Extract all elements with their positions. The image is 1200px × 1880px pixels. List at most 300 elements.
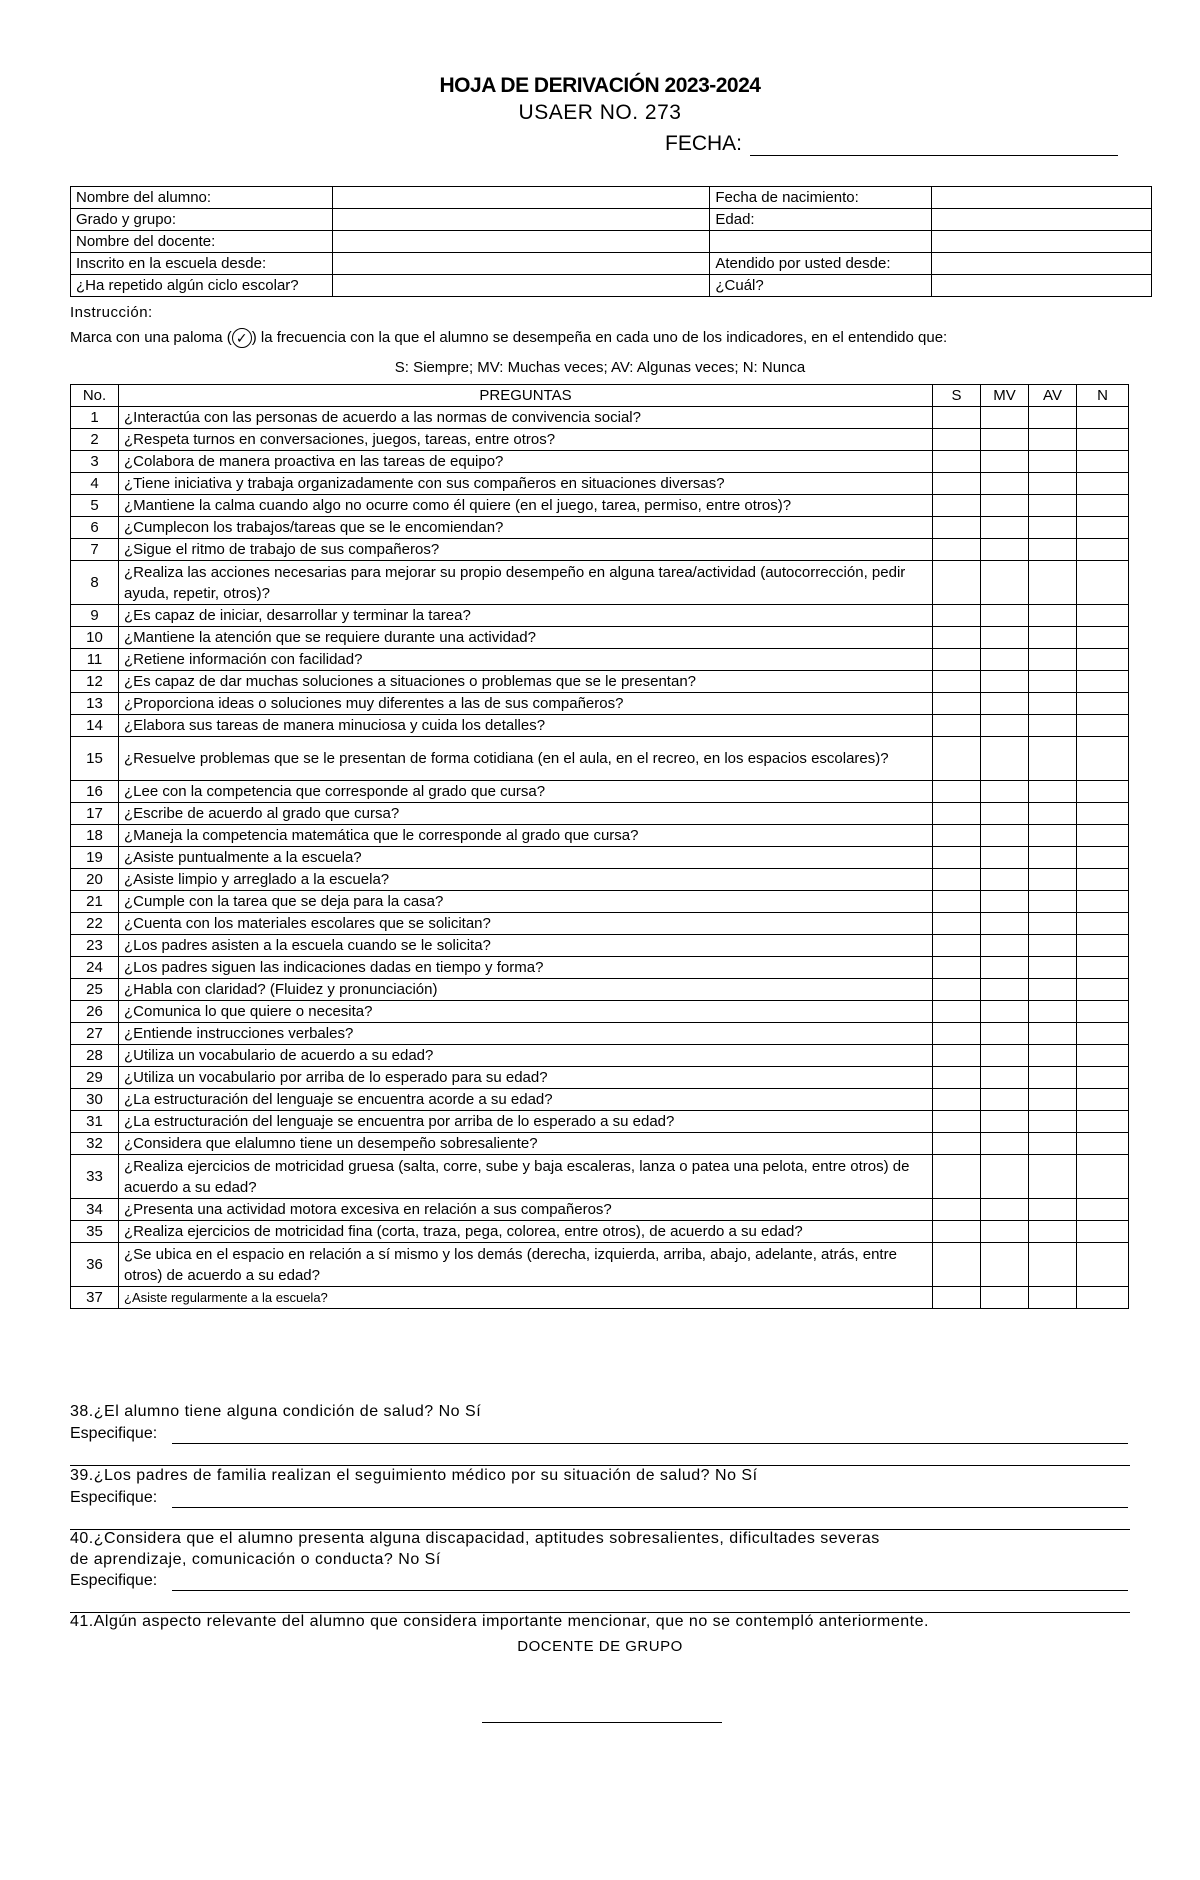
question-row <box>71 803 1129 825</box>
docente-de-grupo: DOCENTE DE GRUPO <box>517 1638 683 1655</box>
answer-cell-s[interactable] <box>933 869 981 891</box>
question-row <box>71 781 1129 803</box>
question-text: ¿La estructuración del lenguaje se encuentra por arriba de lo esperado a su edad? <box>119 1111 933 1133</box>
answer-cell-s[interactable] <box>933 891 981 913</box>
question-number: 16 <box>71 781 119 803</box>
answer-cell-s[interactable] <box>933 1045 981 1067</box>
question-text: ¿Comunica lo que quiere o necesita? <box>119 1001 933 1023</box>
question-number: 36 <box>71 1243 119 1287</box>
answer-cell-mv[interactable] <box>981 451 1029 473</box>
question-39: 39.¿Los padres de familia realizan el seguimiento médico por su situación de salud? No Sí <box>70 1467 758 1484</box>
question-number: 34 <box>71 1199 119 1221</box>
answer-cell-s[interactable] <box>933 517 981 539</box>
answer-cell-n[interactable] <box>1077 1155 1129 1199</box>
answer-cell-s[interactable] <box>933 561 981 605</box>
question-number: 18 <box>71 825 119 847</box>
question-text: ¿Mantiene la atención que se requiere durante una actividad? <box>119 627 933 649</box>
question-text: ¿Los padres siguen las indicaciones dadas en tiempo y forma? <box>119 957 933 979</box>
answer-cell-mv[interactable] <box>981 1133 1029 1155</box>
answer-cell-av[interactable] <box>1029 1067 1077 1089</box>
answer-cell-s[interactable] <box>933 1221 981 1243</box>
answer-cell-av[interactable] <box>1029 407 1077 429</box>
document-subtitle: USAER NO. 273 <box>518 101 682 124</box>
question-text: ¿Es capaz de dar muchas soluciones a situaciones o problemas que se le presentan? <box>119 671 933 693</box>
question-number: 20 <box>71 869 119 891</box>
question-text: ¿Asiste regularmente a la escuela? <box>119 1287 933 1309</box>
question-number: 12 <box>71 671 119 693</box>
answer-cell-mv[interactable] <box>981 407 1029 429</box>
answer-cell-n[interactable] <box>1077 1067 1129 1089</box>
especifique-38-label: Especifique: <box>70 1425 158 1442</box>
instruction-text-after: ) la frecuencia con la que el alumno se desempeña en cada uno de los indicadores, en el entendido que: <box>251 328 948 346</box>
question-text: ¿Asiste limpio y arreglado a la escuela? <box>119 869 933 891</box>
answer-cell-s[interactable] <box>933 1067 981 1089</box>
question-40: 40.¿Considera que el alumno presenta alguna discapacidad, aptitudes sobresalientes, dificultades severas <box>70 1530 880 1547</box>
question-row <box>71 561 1129 605</box>
fecha-line[interactable] <box>750 135 1118 156</box>
answer-cell-mv[interactable] <box>981 1001 1029 1023</box>
question-40-cont: de aprendizaje, comunicación o conducta? No Sí <box>70 1551 441 1568</box>
question-number: 10 <box>71 627 119 649</box>
question-number: 35 <box>71 1221 119 1243</box>
answer-cell-n[interactable] <box>1077 1287 1129 1309</box>
answer-cell-mv[interactable] <box>981 539 1029 561</box>
answer-cell-av[interactable] <box>1029 913 1077 935</box>
question-text: ¿Cumple con la tarea que se deja para la casa? <box>119 891 933 913</box>
answer-cell-av[interactable] <box>1029 539 1077 561</box>
answer-cell-n[interactable] <box>1077 913 1129 935</box>
question-text: ¿Tiene iniciativa y trabaja organizadamente con sus compañeros en situaciones diversas? <box>119 473 933 495</box>
answer-cell-av[interactable] <box>1029 605 1077 627</box>
answer-cell-mv[interactable] <box>981 473 1029 495</box>
question-number: 31 <box>71 1111 119 1133</box>
answer-cell-mv[interactable] <box>981 913 1029 935</box>
student-info-table <box>70 186 1152 297</box>
frequency-legend: S: Siempre; MV: Muchas veces; AV: Algunas veces; N: Nunca <box>394 359 806 376</box>
answer-cell-n[interactable] <box>1077 1221 1129 1243</box>
answer-cell-s[interactable] <box>933 627 981 649</box>
answer-cell-mv[interactable] <box>981 1155 1029 1199</box>
question-row <box>71 495 1129 517</box>
answer-cell-s[interactable] <box>933 1243 981 1287</box>
answer-cell-av[interactable] <box>1029 473 1077 495</box>
answer-cell-n[interactable] <box>1077 825 1129 847</box>
answer-cell-s[interactable] <box>933 737 981 781</box>
answer-cell-n[interactable] <box>1077 1089 1129 1111</box>
question-number: 11 <box>71 649 119 671</box>
question-text: ¿Entiende instrucciones verbales? <box>119 1023 933 1045</box>
answer-cell-av[interactable] <box>1029 1045 1077 1067</box>
question-text: ¿Asiste puntualmente a la escuela? <box>119 847 933 869</box>
question-number: 26 <box>71 1001 119 1023</box>
answer-cell-mv[interactable] <box>981 825 1029 847</box>
question-text: ¿Se ubica en el espacio en relación a sí mismo y los demás (derecha, izquierda, arriba, abajo, adelante, atrás, entre otros) de acuerdo a su edad? <box>119 1243 933 1287</box>
question-row <box>71 737 1129 781</box>
answer-cell-av[interactable] <box>1029 1133 1077 1155</box>
answer-cell-n[interactable] <box>1077 671 1129 693</box>
question-text: ¿Elabora sus tareas de manera minuciosa y cuida los detalles? <box>119 715 933 737</box>
answer-cell-av[interactable] <box>1029 1089 1077 1111</box>
answer-cell-n[interactable] <box>1077 847 1129 869</box>
question-text: ¿Lee con la competencia que corresponde al grado que cursa? <box>119 781 933 803</box>
answer-cell-mv[interactable] <box>981 979 1029 1001</box>
question-text: ¿Presenta una actividad motora excesiva en relación a sus compañeros? <box>119 1199 933 1221</box>
question-row <box>71 407 1129 429</box>
answer-cell-mv[interactable] <box>981 495 1029 517</box>
answer-cell-av[interactable] <box>1029 627 1077 649</box>
answer-cell-s[interactable] <box>933 913 981 935</box>
answer-cell-n[interactable] <box>1077 429 1129 451</box>
repetido-field[interactable] <box>332 275 710 297</box>
question-41: 41.Algún aspecto relevante del alumno que considera importante mencionar, que no se contempló anteriormente. <box>70 1613 929 1630</box>
answer-cell-s[interactable] <box>933 803 981 825</box>
question-number: 14 <box>71 715 119 737</box>
question-text: ¿Escribe de acuerdo al grado que cursa? <box>119 803 933 825</box>
question-row <box>71 605 1129 627</box>
question-row <box>71 1287 1129 1309</box>
question-text: ¿La estructuración del lenguaje se encuentra acorde a su edad? <box>119 1089 933 1111</box>
header-av: AV <box>1029 385 1077 407</box>
question-number: 33 <box>71 1155 119 1199</box>
question-number: 30 <box>71 1089 119 1111</box>
answer-cell-mv[interactable] <box>981 1023 1029 1045</box>
question-text: ¿Maneja la competencia matemática que le corresponde al grado que cursa? <box>119 825 933 847</box>
answer-cell-s[interactable] <box>933 649 981 671</box>
question-row <box>71 847 1129 869</box>
answer-cell-av[interactable] <box>1029 1199 1077 1221</box>
answer-cell-mv[interactable] <box>981 429 1029 451</box>
answer-cell-mv[interactable] <box>981 605 1029 627</box>
answer-cell-av[interactable] <box>1029 935 1077 957</box>
question-number: 6 <box>71 517 119 539</box>
question-row <box>71 649 1129 671</box>
answer-cell-av[interactable] <box>1029 1287 1077 1309</box>
especifique-40-line[interactable] <box>172 1590 1128 1591</box>
answer-cell-n[interactable] <box>1077 1023 1129 1045</box>
question-row <box>71 869 1129 891</box>
answer-cell-n[interactable] <box>1077 473 1129 495</box>
answer-cell-n[interactable] <box>1077 561 1129 605</box>
question-text: ¿Retiene información con facilidad? <box>119 649 933 671</box>
edad-label: Edad: <box>710 209 932 231</box>
cual-field[interactable] <box>932 275 1152 297</box>
answer-cell-s[interactable] <box>933 1023 981 1045</box>
instruction-label: Instrucción: <box>70 304 153 321</box>
answer-cell-av[interactable] <box>1029 1111 1077 1133</box>
question-row <box>71 1067 1129 1089</box>
answer-cell-n[interactable] <box>1077 693 1129 715</box>
answer-cell-mv[interactable] <box>981 1199 1029 1221</box>
question-number: 3 <box>71 451 119 473</box>
answer-cell-mv[interactable] <box>981 627 1029 649</box>
answer-cell-n[interactable] <box>1077 869 1129 891</box>
answer-cell-mv[interactable] <box>981 803 1029 825</box>
answer-cell-mv[interactable] <box>981 1287 1029 1309</box>
question-number: 23 <box>71 935 119 957</box>
answer-cell-n[interactable] <box>1077 1133 1129 1155</box>
question-text: ¿Realiza las acciones necesarias para mejorar su propio desempeño en alguna tarea/actividad (autocorrección, pedir ayuda, repetir, otros)? <box>119 561 933 605</box>
answer-cell-n[interactable] <box>1077 1199 1129 1221</box>
answer-cell-n[interactable] <box>1077 649 1129 671</box>
answer-cell-av[interactable] <box>1029 979 1077 1001</box>
answer-cell-mv[interactable] <box>981 869 1029 891</box>
answer-cell-av[interactable] <box>1029 1221 1077 1243</box>
answer-cell-s[interactable] <box>933 957 981 979</box>
question-number: 17 <box>71 803 119 825</box>
answer-cell-s[interactable] <box>933 539 981 561</box>
question-number: 27 <box>71 1023 119 1045</box>
answer-cell-s[interactable] <box>933 781 981 803</box>
question-row <box>71 825 1129 847</box>
answer-cell-n[interactable] <box>1077 495 1129 517</box>
answer-cell-mv[interactable] <box>981 1221 1029 1243</box>
answer-cell-s[interactable] <box>933 1199 981 1221</box>
question-text: ¿Mantiene la calma cuando algo no ocurre como él quiere (en el juego, tarea, permiso, entre otros)? <box>119 495 933 517</box>
answer-cell-s[interactable] <box>933 1001 981 1023</box>
question-text: ¿Los padres asisten a la escuela cuando se le solicita? <box>119 935 933 957</box>
answer-cell-s[interactable] <box>933 935 981 957</box>
fecha-label: FECHA: <box>665 132 743 155</box>
cual-label: ¿Cuál? <box>710 275 932 297</box>
atendido-label: Atendido por usted desde: <box>710 253 932 275</box>
answer-cell-n[interactable] <box>1077 539 1129 561</box>
answer-cell-mv[interactable] <box>981 517 1029 539</box>
answer-cell-n[interactable] <box>1077 979 1129 1001</box>
grado-field[interactable] <box>332 209 710 231</box>
answer-cell-n[interactable] <box>1077 737 1129 781</box>
answer-cell-s[interactable] <box>933 715 981 737</box>
answer-cell-av[interactable] <box>1029 781 1077 803</box>
answer-cell-n[interactable] <box>1077 517 1129 539</box>
question-text: ¿Utiliza un vocabulario de acuerdo a su edad? <box>119 1045 933 1067</box>
question-text: ¿Es capaz de iniciar, desarrollar y terminar la tarea? <box>119 605 933 627</box>
question-row <box>71 1111 1129 1133</box>
question-number: 25 <box>71 979 119 1001</box>
answer-cell-s[interactable] <box>933 495 981 517</box>
especifique-39-label: Especifique: <box>70 1489 158 1506</box>
answer-cell-av[interactable] <box>1029 891 1077 913</box>
answer-cell-av[interactable] <box>1029 737 1077 781</box>
answer-cell-s[interactable] <box>933 605 981 627</box>
question-text: ¿Cumplecon los trabajos/tareas que se le encomiendan? <box>119 517 933 539</box>
question-number: 28 <box>71 1045 119 1067</box>
answer-cell-n[interactable] <box>1077 407 1129 429</box>
instruction-text-before: Marca con una paloma ( <box>70 328 232 346</box>
answer-cell-av[interactable] <box>1029 825 1077 847</box>
answer-cell-av[interactable] <box>1029 429 1077 451</box>
edad-field[interactable] <box>932 209 1152 231</box>
grado-label: Grado y grupo: <box>71 209 333 231</box>
answer-cell-mv[interactable] <box>981 891 1029 913</box>
docente-label: Nombre del docente: <box>71 231 333 253</box>
question-number: 22 <box>71 913 119 935</box>
especifique-39-line[interactable] <box>172 1507 1128 1508</box>
answer-cell-av[interactable] <box>1029 803 1077 825</box>
question-text: ¿Utiliza un vocabulario por arriba de lo esperado para su edad? <box>119 1067 933 1089</box>
question-row <box>71 1133 1129 1155</box>
answer-cell-av[interactable] <box>1029 847 1077 869</box>
answer-cell-mv[interactable] <box>981 1045 1029 1067</box>
answer-cell-av[interactable] <box>1029 1243 1077 1287</box>
question-row <box>71 1023 1129 1045</box>
empty-cell <box>932 231 1152 253</box>
answer-cell-n[interactable] <box>1077 781 1129 803</box>
question-row <box>71 957 1129 979</box>
fecha-field <box>665 132 1118 156</box>
question-text: ¿Cuenta con los materiales escolares que se solicitan? <box>119 913 933 935</box>
answer-cell-n[interactable] <box>1077 715 1129 737</box>
question-number: 37 <box>71 1287 119 1309</box>
question-number: 4 <box>71 473 119 495</box>
question-number: 29 <box>71 1067 119 1089</box>
question-row <box>71 1089 1129 1111</box>
answer-cell-s[interactable] <box>933 847 981 869</box>
signature-line[interactable] <box>482 1722 722 1723</box>
question-row <box>71 451 1129 473</box>
question-row <box>71 1221 1129 1243</box>
question-row <box>71 935 1129 957</box>
answer-cell-s[interactable] <box>933 1111 981 1133</box>
question-number: 24 <box>71 957 119 979</box>
answer-cell-av[interactable] <box>1029 561 1077 605</box>
question-text: ¿Colabora de manera proactiva en las tareas de equipo? <box>119 451 933 473</box>
answer-cell-n[interactable] <box>1077 803 1129 825</box>
header-mv: MV <box>981 385 1029 407</box>
answer-cell-av[interactable] <box>1029 869 1077 891</box>
answer-cell-mv[interactable] <box>981 737 1029 781</box>
question-text: ¿Resuelve problemas que se le presentan de forma cotidiana (en el aula, en el recreo, en los espacios escolares)? <box>119 737 933 781</box>
answer-cell-mv[interactable] <box>981 649 1029 671</box>
question-number: 15 <box>71 737 119 781</box>
answer-cell-mv[interactable] <box>981 561 1029 605</box>
answer-cell-mv[interactable] <box>981 935 1029 957</box>
repetido-label: ¿Ha repetido algún ciclo escolar? <box>71 275 333 297</box>
question-row <box>71 627 1129 649</box>
answer-cell-s[interactable] <box>933 429 981 451</box>
answer-cell-av[interactable] <box>1029 649 1077 671</box>
question-number: 7 <box>71 539 119 561</box>
answer-cell-av[interactable] <box>1029 1023 1077 1045</box>
question-number: 1 <box>71 407 119 429</box>
answer-cell-s[interactable] <box>933 1155 981 1199</box>
answer-cell-av[interactable] <box>1029 1001 1077 1023</box>
question-number: 9 <box>71 605 119 627</box>
question-number: 2 <box>71 429 119 451</box>
header-n: N <box>1077 385 1129 407</box>
nombre-field[interactable] <box>332 187 710 209</box>
answer-cell-mv[interactable] <box>981 671 1029 693</box>
answer-cell-av[interactable] <box>1029 495 1077 517</box>
question-row <box>71 473 1129 495</box>
question-38: 38.¿El alumno tiene alguna condición de salud? No Sí <box>70 1403 482 1420</box>
answer-cell-s[interactable] <box>933 671 981 693</box>
question-row <box>71 539 1129 561</box>
answer-cell-n[interactable] <box>1077 891 1129 913</box>
question-text: ¿Respeta turnos en conversaciones, juegos, tareas, entre otros? <box>119 429 933 451</box>
answer-cell-n[interactable] <box>1077 605 1129 627</box>
question-row <box>71 1243 1129 1287</box>
question-text: ¿Realiza ejercicios de motricidad fina (corta, traza, pega, colorea, entre otros), de acuerdo a su edad? <box>119 1221 933 1243</box>
question-row <box>71 913 1129 935</box>
question-row <box>71 1001 1129 1023</box>
answer-cell-av[interactable] <box>1029 957 1077 979</box>
answer-cell-s[interactable] <box>933 1089 981 1111</box>
answer-cell-mv[interactable] <box>981 847 1029 869</box>
inscrito-label: Inscrito en la escuela desde: <box>71 253 333 275</box>
docente-field[interactable] <box>332 231 710 253</box>
answer-cell-av[interactable] <box>1029 693 1077 715</box>
answer-cell-av[interactable] <box>1029 451 1077 473</box>
answer-cell-n[interactable] <box>1077 1243 1129 1287</box>
question-row <box>71 891 1129 913</box>
fecha-nacimiento-field[interactable] <box>932 187 1152 209</box>
question-row <box>71 715 1129 737</box>
especifique-38-line-2[interactable] <box>70 1465 1130 1466</box>
question-row <box>71 517 1129 539</box>
answer-cell-mv[interactable] <box>981 715 1029 737</box>
questions-table <box>70 384 1129 1309</box>
header-preguntas: PREGUNTAS <box>119 385 933 407</box>
question-number: 19 <box>71 847 119 869</box>
answer-cell-n[interactable] <box>1077 935 1129 957</box>
answer-cell-mv[interactable] <box>981 1111 1029 1133</box>
answer-cell-n[interactable] <box>1077 1111 1129 1133</box>
answer-cell-n[interactable] <box>1077 957 1129 979</box>
answer-cell-av[interactable] <box>1029 715 1077 737</box>
question-text: ¿Habla con claridad? (Fluidez y pronunciación) <box>119 979 933 1001</box>
answer-cell-mv[interactable] <box>981 693 1029 715</box>
answer-cell-n[interactable] <box>1077 627 1129 649</box>
answer-cell-s[interactable] <box>933 451 981 473</box>
answer-cell-s[interactable] <box>933 1133 981 1155</box>
answer-cell-s[interactable] <box>933 407 981 429</box>
answer-cell-s[interactable] <box>933 1287 981 1309</box>
answer-cell-s[interactable] <box>933 693 981 715</box>
question-row <box>71 979 1129 1001</box>
question-text: ¿Sigue el ritmo de trabajo de sus compañeros? <box>119 539 933 561</box>
answer-cell-mv[interactable] <box>981 1243 1029 1287</box>
answer-cell-av[interactable] <box>1029 671 1077 693</box>
answer-cell-n[interactable] <box>1077 1045 1129 1067</box>
nombre-label: Nombre del alumno: <box>71 187 333 209</box>
question-row <box>71 671 1129 693</box>
answer-cell-n[interactable] <box>1077 1001 1129 1023</box>
fecha-nacimiento-label: Fecha de nacimiento: <box>710 187 932 209</box>
question-row <box>71 429 1129 451</box>
answer-cell-n[interactable] <box>1077 451 1129 473</box>
answer-cell-s[interactable] <box>933 473 981 495</box>
atendido-field[interactable] <box>932 253 1152 275</box>
question-text: ¿Realiza ejercicios de motricidad gruesa (salta, corre, sube y baja escaleras, lanza o patea una pelota, entre otros) de acuerdo a su edad? <box>119 1155 933 1199</box>
answer-cell-s[interactable] <box>933 979 981 1001</box>
answer-cell-s[interactable] <box>933 825 981 847</box>
question-number: 5 <box>71 495 119 517</box>
inscrito-field[interactable] <box>332 253 710 275</box>
answer-cell-mv[interactable] <box>981 781 1029 803</box>
answer-cell-av[interactable] <box>1029 1155 1077 1199</box>
answer-cell-mv[interactable] <box>981 1089 1029 1111</box>
especifique-38-line[interactable] <box>172 1443 1128 1444</box>
document-title: HOJA DE DERIVACIÓN 2023-2024 <box>439 74 761 97</box>
answer-cell-mv[interactable] <box>981 1067 1029 1089</box>
answer-cell-av[interactable] <box>1029 517 1077 539</box>
question-text: ¿Interactúa con las personas de acuerdo a las normas de convivencia social? <box>119 407 933 429</box>
header-s: S <box>933 385 981 407</box>
answer-cell-mv[interactable] <box>981 957 1029 979</box>
question-number: 13 <box>71 693 119 715</box>
question-row <box>71 693 1129 715</box>
especifique-40-label: Especifique: <box>70 1572 158 1589</box>
